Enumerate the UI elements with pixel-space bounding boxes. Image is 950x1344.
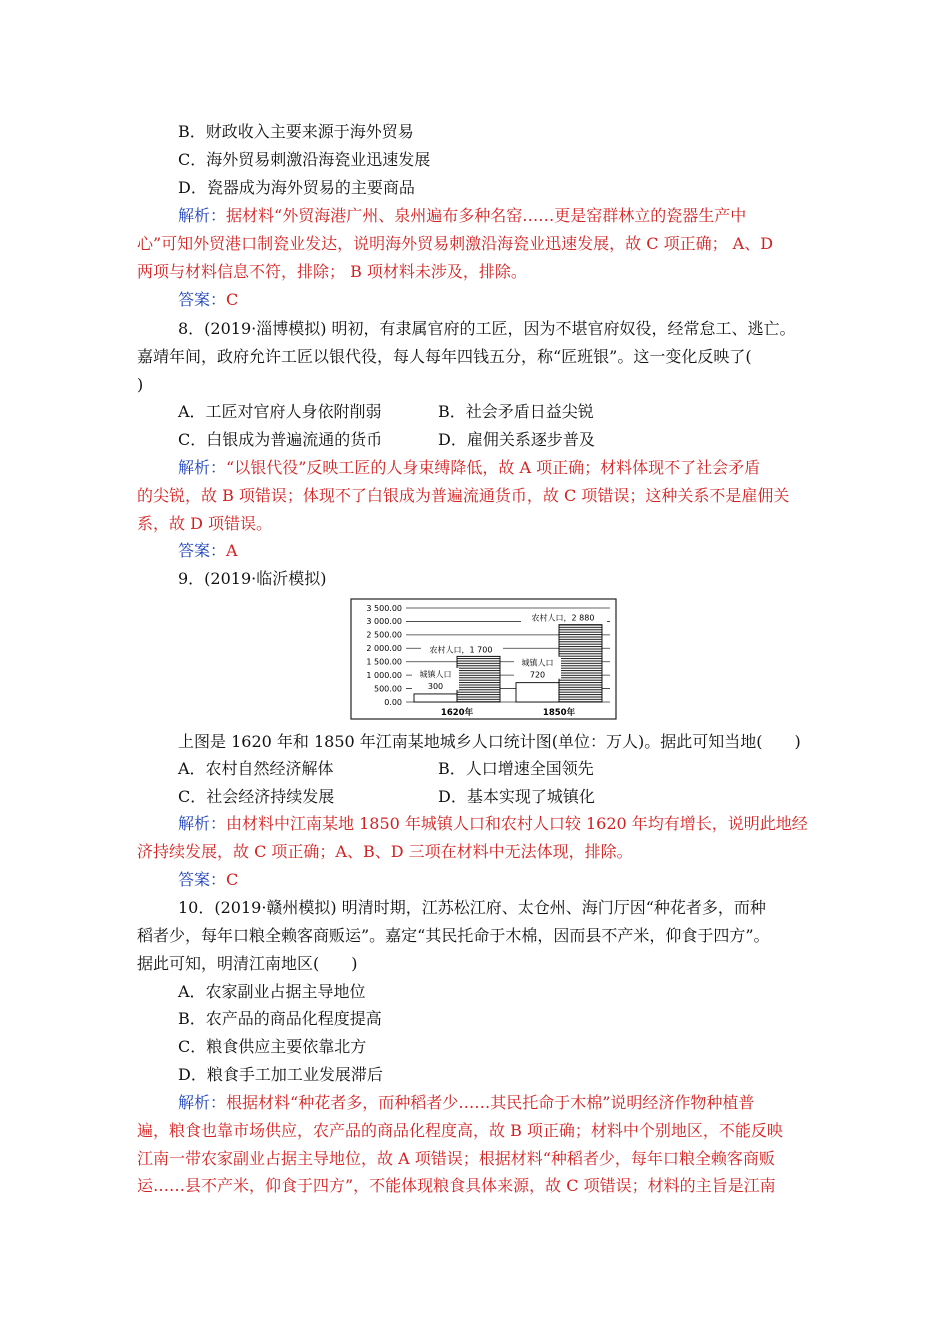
q10-stem-line2: 稻者少，每年口粮全赖客商贩运”。嘉定“其民托命于木棉，因而县不产米，仰食于四方”。 — [137, 926, 770, 945]
q8-option-d: D．雇佣关系逐步普及 — [438, 430, 595, 449]
q9-analysis-line2: 济持续发展，故 C 项正确；A、B、D 三项在材料中无法体现，排除。 — [137, 842, 633, 861]
q8-stem-line3: ) — [137, 375, 144, 394]
population-bar-chart — [350, 598, 617, 720]
q8-analysis-line2: 的尖锐，故 B 项错误；体现不了白银成为普遍流通货币，故 C 项错误；这种关系不是雇佣关 — [137, 486, 790, 505]
q9-after-chart: 上图是 1620 年和 1850 年江南某地城乡人口统计图(单位：万人)。据此可知当地( ) — [178, 732, 801, 751]
q7-analysis-line2: 心”可知外贸港口制瓷业发达，说明海外贸易刺激沿海瓷业迅速发展，故 C 项正确； A、D — [137, 234, 774, 253]
q7-analysis-line3: 两项与材料信息不符，排除； B 项材料未涉及，排除。 — [137, 262, 527, 281]
q10-option-d: D．粮食手工加工业发展滞后 — [178, 1065, 383, 1084]
y-tick-label: 1 000.00 — [366, 670, 402, 680]
q8-option-a: A．工匠对官府人身依附削弱 — [178, 402, 382, 421]
q10-analysis-line3: 江南一带农家副业占据主导地位，故 A 项错误；根据材料“种稻者少，每年口粮全赖客商贩 — [137, 1149, 775, 1168]
q10-option-c: C．粮食供应主要依靠北方 — [178, 1037, 367, 1056]
q8-answer: 答案：A — [178, 541, 238, 560]
y-tick-label: 1 500.00 — [366, 657, 402, 667]
q8-options-row1 — [178, 398, 858, 426]
q7-option-d: D．瓷器成为海外贸易的主要商品 — [178, 178, 415, 197]
q7-analysis-label: 解析： — [178, 206, 227, 225]
q9-options-row1 — [178, 755, 858, 783]
q9-stem: 9．(2019·临沂模拟) — [178, 569, 327, 588]
q10-option-a: A．农家副业占据主导地位 — [178, 982, 366, 1001]
q9-answer: 答案：C — [178, 870, 239, 889]
q9-option-c: C．社会经济持续发展 — [178, 787, 335, 806]
q8-option-b: B．社会矛盾日益尖锐 — [438, 402, 594, 421]
q8-option-c: C．白银成为普遍流通的货币 — [178, 430, 383, 449]
data-label: 300 — [427, 681, 444, 691]
q8-options-row2 — [178, 426, 858, 454]
q10-stem-line3: 据此可知，明清江南地区( ) — [137, 954, 358, 973]
bar-rural-0 — [457, 656, 500, 702]
q8-analysis-line1: 解析：“以银代役”反映工匠的人身束缚降低，故 A 项正确；材料体现不了社会矛盾 — [178, 458, 761, 477]
x-tick-label: 1850年 — [542, 708, 576, 718]
q10-analysis-line1: 解析：根据材料“种花者多，而种稻者少……其民托命于木棉”说明经济作物种植普 — [178, 1093, 755, 1112]
q10-option-b: B．农产品的商品化程度提高 — [178, 1009, 382, 1028]
q10-analysis-line2: 遍，粮食也靠市场供应，农产品的商品化程度高，故 B 项正确；材料中个别地区，不能反映 — [137, 1121, 783, 1140]
q8-analysis-line3: 系，故 D 项错误。 — [137, 514, 273, 533]
q9-option-d: D．基本实现了城镇化 — [438, 787, 595, 806]
data-label: 农村人口，1 700 — [429, 645, 493, 655]
y-tick-label: 3 000.00 — [366, 617, 402, 627]
q8-stem-line2: 嘉靖年间，政府允许工匠以银代役，每人每年四钱五分，称“匠班银”。这一变化反映了( — [137, 347, 752, 366]
q9-analysis-line1: 解析：由材料中江南某地 1850 年城镇人口和农村人口较 1620 年均有增长，说明此地经 — [178, 814, 808, 833]
data-label: 城镇人口 — [521, 658, 554, 668]
q8-stem-line1: 8．(2019·淄博模拟) 明初，有隶属官府的工匠，因为不堪官府奴役，经常怠工、逃亡。 — [178, 319, 796, 338]
q9-options-row2 — [178, 783, 858, 811]
q10-analysis-line4: 运……县不产米，仰食于四方”，不能体现粮食具体来源，故 C 项错误；材料的主旨是江南 — [137, 1176, 776, 1195]
bar-urban-1 — [516, 683, 559, 702]
x-tick-label: 1620年 — [440, 708, 474, 718]
q7-analysis-line1: 解析：据材料“外贸海港广州、泉州遍布多种名窑……更是窑群林立的瓷器生产中 — [178, 206, 747, 225]
y-tick-label: 2 500.00 — [366, 630, 402, 640]
q7-answer: 答案：C — [178, 290, 239, 309]
data-label: 农村人口，2 880 — [531, 613, 595, 623]
y-tick-label: 3 500.00 — [366, 603, 402, 613]
bar-rural-1 — [559, 625, 602, 702]
q7-option-c: C．海外贸易刺激沿海瓷业迅速发展 — [178, 150, 431, 169]
y-tick-label: 500.00 — [374, 684, 402, 694]
y-tick-label: 0.00 — [384, 697, 402, 707]
q9-option-a: A．农村自然经济解体 — [178, 759, 334, 778]
data-label: 720 — [529, 670, 546, 680]
q10-stem-line1: 10．(2019·赣州模拟) 明清时期，江苏松江府、太仓州、海门厅因“种花者多，而种 — [178, 898, 766, 917]
data-label: 城镇人口 — [419, 669, 452, 679]
q7-option-b: B．财政收入主要来源于海外贸易 — [178, 122, 414, 141]
bar-urban-0 — [414, 694, 457, 702]
y-tick-label: 2 000.00 — [366, 644, 402, 654]
q9-option-b: B．人口增速全国领先 — [438, 759, 594, 778]
